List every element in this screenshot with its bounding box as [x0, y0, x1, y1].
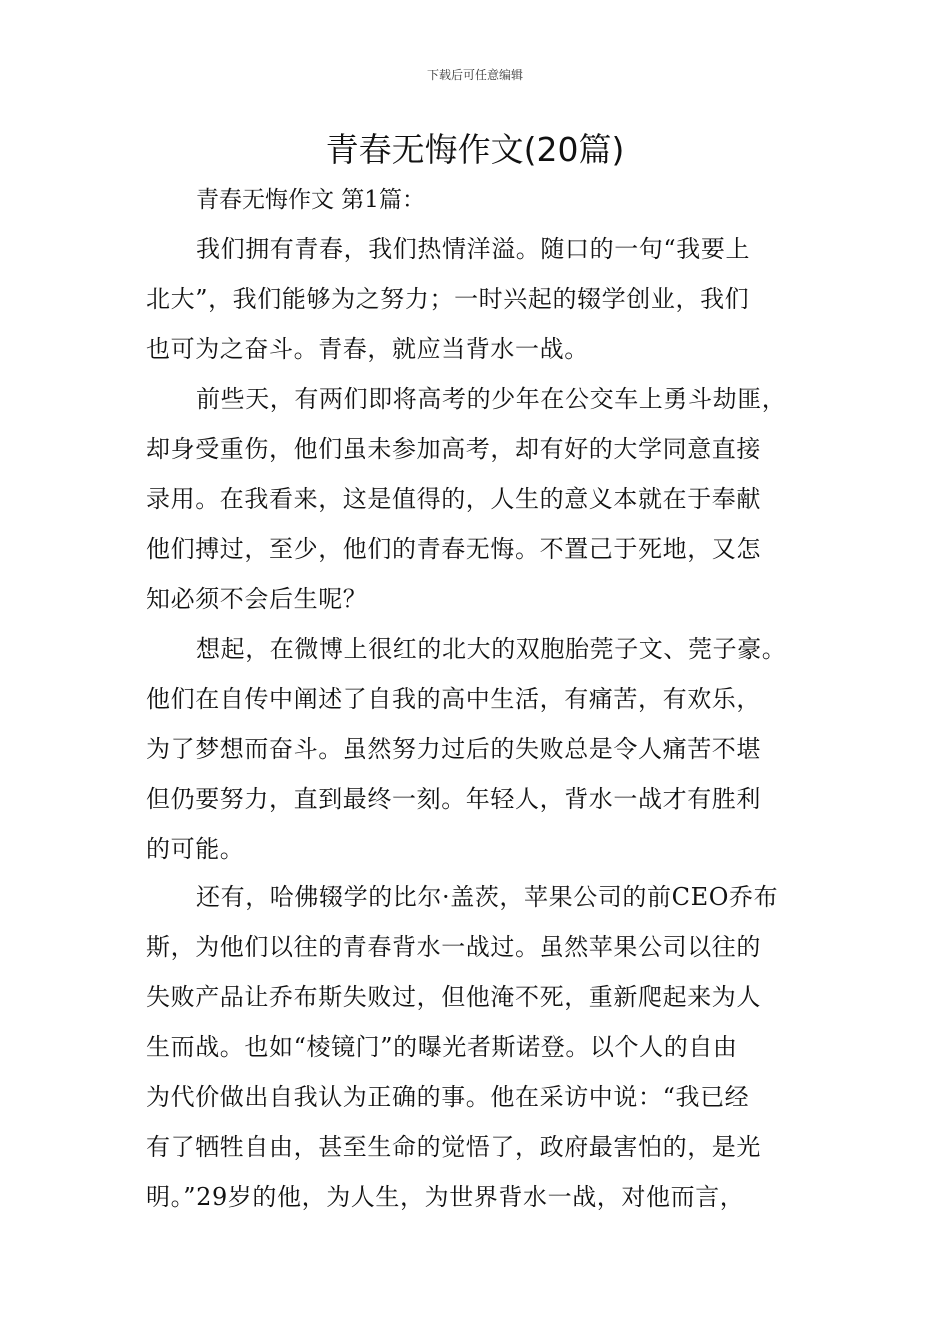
text-line: 失败产品让乔布斯失败过，但他淹不死，重新爬起来为人 [146, 983, 761, 1011]
text-line: 录用。在我看来，这是值得的，人生的意义本就在于奉献 [146, 485, 761, 513]
header-note: 下载后可任意编辑 [426, 68, 523, 82]
text-line: 为代价做出自我认为正确的事。他在采访中说：“我已经 [146, 1083, 750, 1111]
text-line: 我们拥有青春，我们热情洋溢。随口的一句“我要上 [196, 235, 751, 263]
page-title: 青春无悔作文(20篇) [325, 130, 625, 169]
section-subtitle: 青春无悔作文 第1篇： [196, 187, 425, 213]
text-line: 他们搏过，至少，他们的青春无悔。不置己于死地，又怎 [146, 535, 761, 563]
text-line: 知必须不会后生呢？ [146, 585, 368, 613]
text-line: 斯，为他们以往的青春背水一战过。虽然苹果公司以往的 [146, 933, 761, 961]
text-line: 想起，在微博上很红的北大的双胞胎莞子文、莞子豪。 [196, 635, 787, 663]
text-line: 还有，哈佛辍学的比尔·盖茨，苹果公司的前CEO乔布 [196, 883, 779, 911]
text-line: 北大”，我们能够为之努力；一时兴起的辍学创业，我们 [146, 285, 750, 313]
text-line: 前些天，有两们即将高考的少年在公交车上勇斗劫匪， [196, 385, 787, 413]
text-line: 也可为之奋斗。青春，就应当背水一战。 [146, 335, 589, 363]
text-line: 为了梦想而奋斗。虽然努力过后的失败总是令人痛苦不堪 [146, 735, 761, 763]
text-line: 生而战。也如“棱镜门”的曝光者斯诺登。以个人的自由 [146, 1033, 738, 1061]
text-line: 却身受重伤，他们虽未参加高考，却有好的大学同意直接 [146, 435, 761, 463]
text-line: 但仍要努力，直到最终一刻。年轻人，背水一战才有胜利 [146, 785, 761, 813]
text-line: 明。”29岁的他，为人生，为世界背水一战，对他而言， [146, 1183, 745, 1211]
text-line: 有了牺牲自由，甚至生命的觉悟了，政府最害怕的，是光 [146, 1133, 761, 1161]
text-line: 他们在自传中阐述了自我的高中生活，有痛苦，有欢乐， [146, 685, 761, 713]
text-line: 的可能。 [146, 835, 245, 863]
